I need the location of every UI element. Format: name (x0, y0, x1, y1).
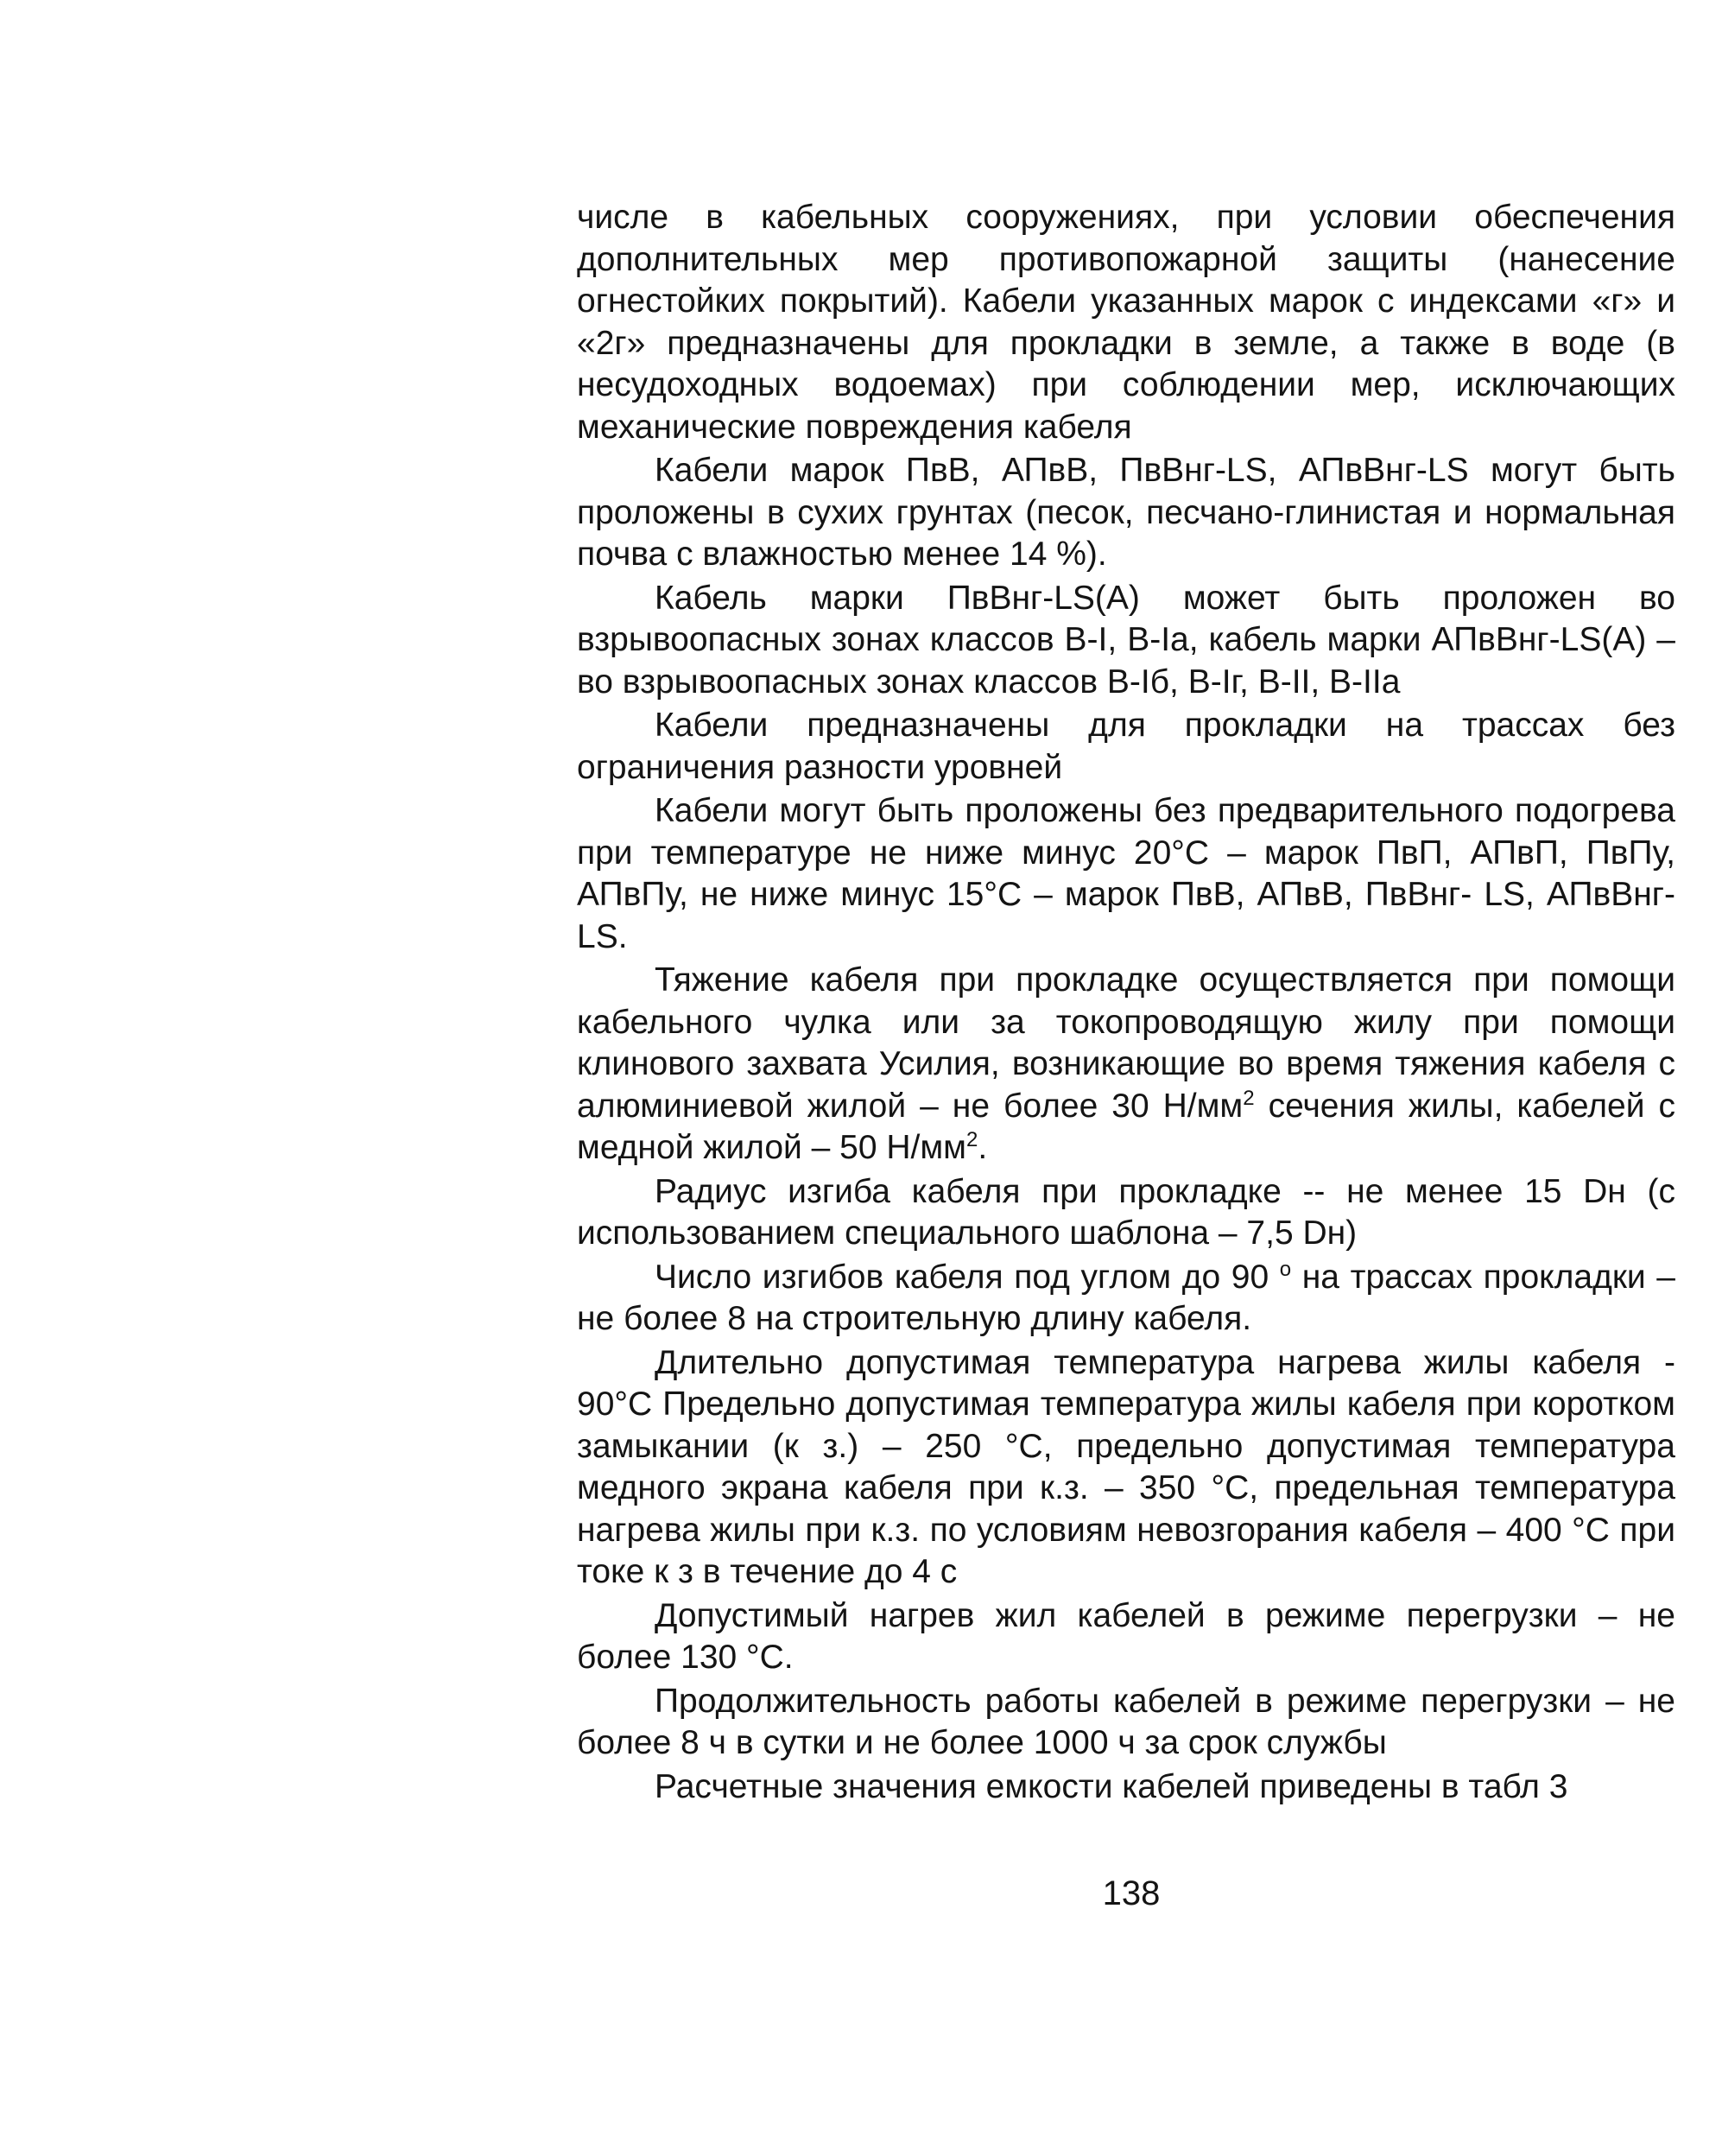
paragraph-overload-heating: Допустимый нагрев жил кабелей в режиме перегрузки – не более 130 °С. (577, 1596, 1675, 1676)
pulling-text-3: . (978, 1129, 988, 1166)
pulling-text-1: Тяжение кабеля при прокладке осуществляется при помощи кабельного чулка или за токопроводящую жилу при помощи клинового захвата Усилия, возникающие во время тяжения кабеля с алюминиевой жилой – не более 30 Н/мм (577, 961, 1675, 1125)
paragraph-temperature-limits: Длительно допустимая температура нагрева жилы кабеля - 90°С Предельно допустимая температура жилы кабеля при коротком замыкании (к з.) – 250 °С, предельно допустимая температура медного экрана кабеля при к.з. – 350 °С, предельная температура нагрева жилы при к.з. по условиям невозгорания кабеля – 400 °С при токе к з в течение до 4 с (577, 1343, 1675, 1590)
degree-sup: о (1279, 1257, 1292, 1281)
pulling-text-2: сечения жилы, кабелей с медной жилой – 50 Н/мм (577, 1087, 1675, 1166)
paragraph-dry-soil: Кабели марок ПвВ, АПвВ, ПвВнг-LS, АПвВнг-LS могут быть проложены в сухих грунтах (песок, песчано-глинистая и нормальная почва с влажностью менее 14 %). (577, 452, 1675, 573)
document-body (577, 197, 1675, 1810)
pulling-sup-2: 2 (966, 1128, 978, 1151)
pulling-sup-1: 2 (1243, 1086, 1255, 1110)
paragraph-bend-radius: Радиус изгиба кабеля при прокладке -- не менее 15 Dн (с использованием специального шаблона – 7,5 Dн) (577, 1172, 1675, 1252)
bend-count-text-1: Число изгибов кабеля под углом до 90 (655, 1258, 1280, 1296)
page-number: 138 (1102, 1874, 1161, 1912)
bend-count-text-2: на трассах прокладки – не более 8 на строительную длину кабеля. (577, 1258, 1676, 1337)
paragraph-overload-duration: Продолжительность работы кабелей в режиме перегрузки – не более 8 ч в сутки и не более 1000 ч за срок службы (577, 1682, 1675, 1761)
paragraph-explosive-zones: Кабель марки ПвВнг-LS(А) может быть проложен во взрывоопасных зонах классов В-I, В-Iа, кабель марки АПвВнг-LS(А) – во взрывоопасных зонах классов В-Iб, В-Iг, В-II, В-IIа (577, 579, 1675, 701)
paragraph-capacitance-reference: Расчетные значения емкости кабелей приведены в табл 3 (655, 1767, 1568, 1805)
paragraph-preheating: Кабели могут быть проложены без предварительного подогрева при температуре не ниже минус 20°С – марок ПвП, АПвП, ПвПу, АПвПу, не ниже минус 15°С – марок ПвВ, АПвВ, ПвВнг- LS, АПвВнг-LS. (577, 792, 1675, 955)
paragraph-fire-protection: числе в кабельных сооружениях, при условии обеспечения дополнительных мер противопожарной защиты (нанесение огнестойких покрытий). Кабели указанных марок с индексами «г» и «2г» предназначены для прокладки в земле, а также в воде (в несудоходных водоемах) при соблюдении мер, исключающих механические повреждения кабеля (577, 199, 1675, 446)
paragraph-level-difference: Кабели предназначены для прокладки на трассах без ограничения разности уровней (577, 707, 1675, 786)
paragraph-bend-count (577, 1257, 1675, 1341)
paragraph-cable-pulling (577, 960, 1675, 1170)
